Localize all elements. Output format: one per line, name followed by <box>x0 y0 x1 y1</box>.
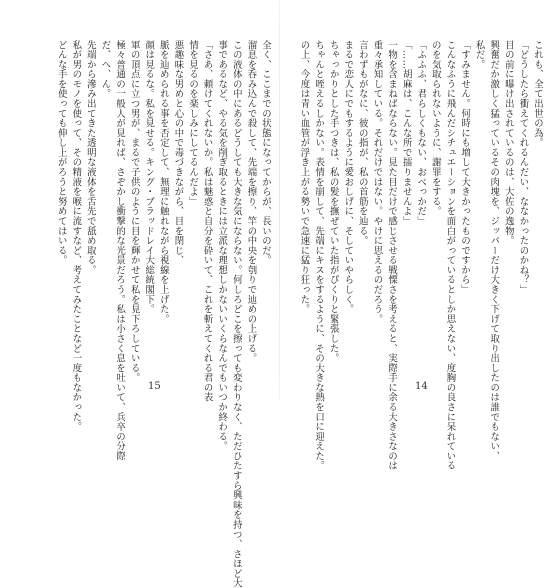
text-line: ちゃんと咥えるしかない。表情を崩して、先端にキスをするように、その大きな熱を口に迎えた。 <box>313 40 325 471</box>
text-line: 重々承知している。それだけではない。やけに思えるのだろう。 <box>371 40 383 324</box>
text-line: 「どうしたら衝えてくれるんだい、ななかったのかね？」 <box>517 40 529 295</box>
right-page-number: 14 <box>415 381 428 392</box>
text-line: 全く、ここまでの状態になってからが、長いのだ。 <box>260 40 271 266</box>
text-line: 悪趣味な男めと心の中で毒づきながら、目を閉じ、 <box>172 40 184 266</box>
text-line: 目の前に曝け出されているのは、大佐の逸物。 <box>502 40 514 246</box>
text-line: 「……胡麻は、こんな所で擂りませんよ」 <box>400 40 412 226</box>
text-line: だ、へ、ん。 <box>99 40 111 99</box>
text-line: 興奮だか激しく猛っているその肉塊を、ジッパーだけ大きく下げて取り出したのは誰でもない、 <box>488 40 500 461</box>
text-line: この液体の中にあるどうしても大きな気にならない。何しろどこを擦っても変わりなく、ただひたすら興味を持つ、さほど大 <box>230 40 242 588</box>
text-line: 「さあ、頼けてくれないか。私は魅惑と自分を砕いて、これを斬えてくれる君の表 <box>201 40 213 403</box>
text-line: 「ふふふ、君らしくもない、おべっかだ」 <box>415 40 427 227</box>
text-line: 顔は見るな。私を見せる。キング・ブラッドレイ大総統閣下。 <box>143 40 155 315</box>
text-line: のを気取られないように、謝罪をする。 <box>429 40 441 217</box>
text-line: どんな手を使っても伸し上がろうと努めてはいる。 <box>55 40 67 266</box>
text-line: 脈を辿められる事を否定して、無理に触れながら視線を上げた。 <box>157 40 169 324</box>
text-line: 先端から滲み出てきた透明な液体を舌先で舐め取る。 <box>84 40 96 275</box>
text-line: 言わずもがなに、彼の指が、私の首筋を辿る。 <box>356 40 368 246</box>
text-line: まるで恋人にでもするように愛おしげに、そしていやらしく。 <box>342 40 354 315</box>
text-line: 情を見るのを楽しみにしてるんだよ」 <box>187 40 199 207</box>
text-line: こんなふうに飛んだシチュエーションを面白がっているとしか思えない、度胸の良さに呆れている <box>444 40 456 471</box>
right-page <box>280 0 560 471</box>
text-line: ちゃっかりとした手つきは、私の髪を撫ぜていた指がぴくりと緊張した。 <box>327 40 339 364</box>
text-line: 溜息を呑み込んで殺して、先端を擦り、竿の中央を刳りで辿めの上げる。 <box>245 40 257 364</box>
text-line: 私が男のモノを使って、その精液を喉に流すなど、考えてみたことなど一度もなかった。 <box>70 40 82 432</box>
text-line: 一物を含まねばならない。見た目だけで感じさせる戦慄さを考えると、実際手に余る大きさなのは <box>386 40 398 471</box>
text-line: の上、今度は青い血管が浮き上がる勢いで急速に猛り狂った。 <box>298 40 310 315</box>
left-page-number: 15 <box>148 381 161 392</box>
text-line: これも、全て出世の為。 <box>532 40 543 148</box>
text-line: 「すみません。何時にも増して大きかったものですから」 <box>459 40 471 295</box>
text-line: 極々普通の一般人が見れば、さぞかし衝撃的な光景だろう。私は小さく息を吐いて、兵卒の分際 <box>114 40 126 461</box>
text-line: 事であるなど、やる気を削ぎ取るときには立派な理想しかないいくらなんでもいつか終わる。 <box>216 40 228 452</box>
text-line: 私だ。 <box>473 40 485 70</box>
text-line: 軍の頂点に立つ男が、まるで子供のように目を輝かせて私を見下ろしている。 <box>128 40 140 383</box>
